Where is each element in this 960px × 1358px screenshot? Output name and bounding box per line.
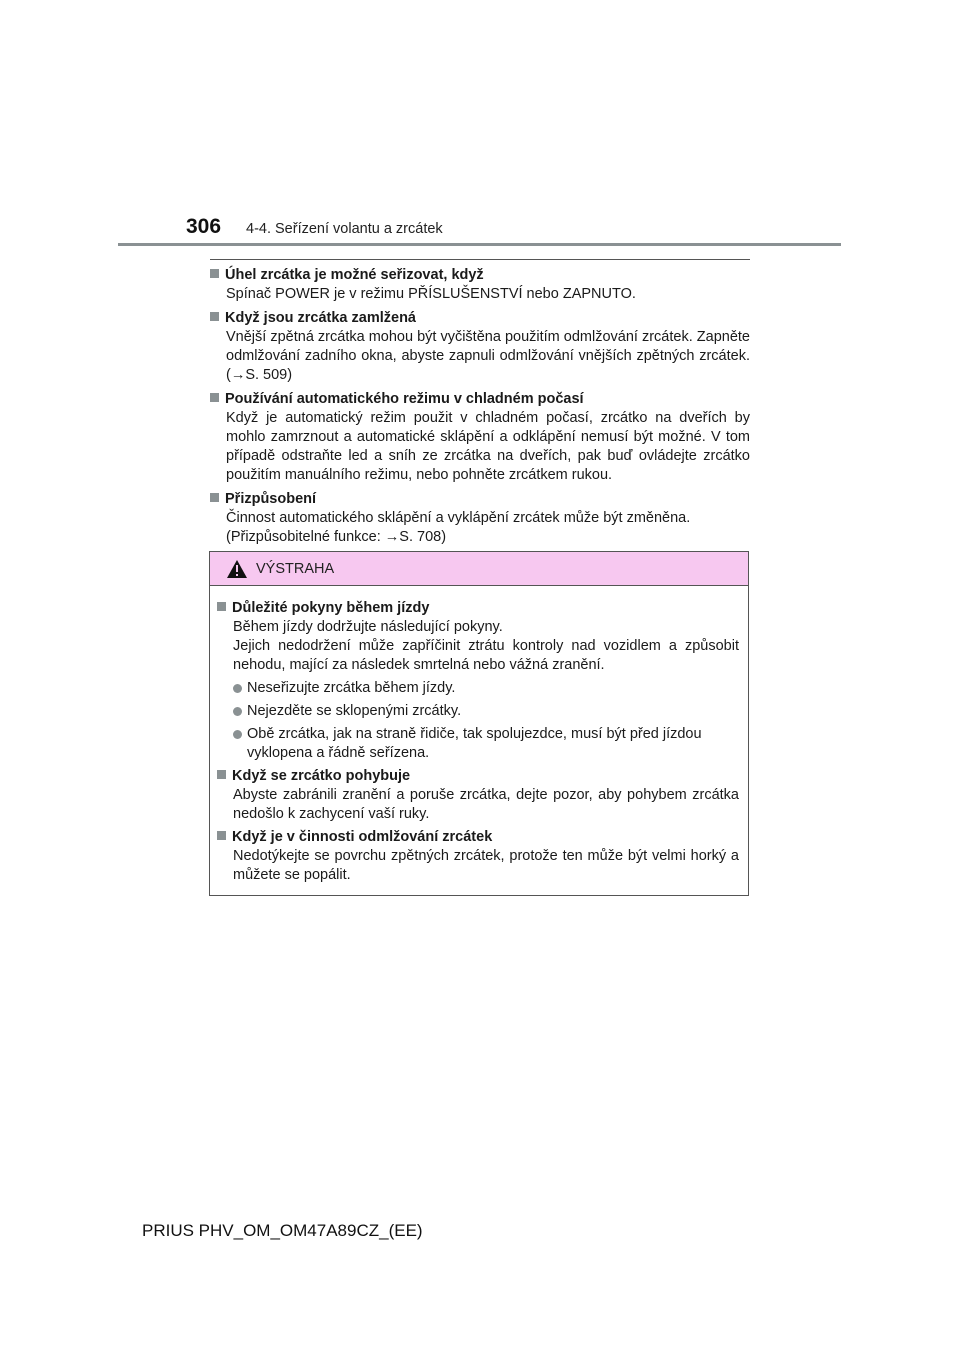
page-number: 306 bbox=[186, 215, 222, 238]
bullet-text: Obě zrcátka, jak na straně řidiče, tak spolujezdce, musí být před jízdou vyklopena a řádně seřízena. bbox=[247, 726, 702, 761]
warning-item-title: Důležité pokyny během jízdy bbox=[232, 600, 430, 616]
warning-label: VÝSTRAHA bbox=[256, 560, 335, 577]
warning-item-text: Během jízdy dodržujte následující pokyny. bbox=[233, 619, 503, 635]
warning-item-text: Nedotýkejte se povrchu zpětných zrcátek, protože ten může být velmi horký a můžete se popálit. bbox=[233, 848, 739, 883]
item-text: Spínač POWER je v režimu PŘÍSLUŠENSTVÍ nebo ZAPNUTO. bbox=[226, 286, 636, 302]
item-customization bbox=[210, 490, 750, 547]
warning-bullet bbox=[217, 725, 739, 763]
item-fogged-mirrors bbox=[210, 309, 750, 385]
main-content bbox=[210, 266, 750, 552]
content-top-rule bbox=[210, 259, 750, 260]
warning-item-mirror-moving bbox=[217, 767, 739, 824]
square-bullet-icon bbox=[217, 770, 226, 779]
square-bullet-icon bbox=[210, 493, 219, 502]
square-bullet-icon bbox=[217, 831, 226, 840]
warning-item-text: Jejich nedodržení může zapříčinit ztrátu kontroly nad vozidlem a způsobit nehodu, mající za následek smrtelná nebo vážná zranění. bbox=[233, 638, 739, 673]
circle-bullet-icon bbox=[233, 707, 242, 716]
warning-triangle-icon bbox=[226, 559, 248, 579]
bullet-text: Neseřizujte zrcátka během jízdy. bbox=[247, 680, 456, 696]
warning-item-defogger bbox=[217, 828, 739, 885]
item-text: Činnost automatického sklápění a vyklápění zrcátek může být změněna. bbox=[226, 510, 691, 526]
item-text: (Přizpůsobitelné funkce: →S. 708) bbox=[226, 529, 447, 545]
item-title: Používání automatického režimu v chladném počasí bbox=[225, 391, 584, 407]
document-id: PRIUS PHV_OM_OM47A89CZ_(EE) bbox=[142, 1221, 423, 1240]
square-bullet-icon bbox=[217, 602, 226, 611]
item-title: Úhel zrcátka je možné seřizovat, když bbox=[225, 267, 484, 283]
header-rule bbox=[118, 243, 841, 246]
item-cold-weather bbox=[210, 390, 750, 485]
section-title: 4-4. Seřízení volantu a zrcátek bbox=[246, 221, 443, 237]
warning-item-title: Když se zrcátko pohybuje bbox=[232, 768, 411, 784]
warning-bullet bbox=[217, 679, 739, 698]
circle-bullet-icon bbox=[233, 684, 242, 693]
warning-header bbox=[210, 552, 748, 586]
warning-item-driving bbox=[217, 599, 739, 763]
warning-content bbox=[210, 586, 748, 885]
bullet-text: Nejezděte se sklopenými zrcátky. bbox=[247, 703, 462, 719]
square-bullet-icon bbox=[210, 312, 219, 321]
warning-item-title: Když je v činnosti odmlžování zrcátek bbox=[232, 829, 493, 845]
square-bullet-icon bbox=[210, 269, 219, 278]
warning-box bbox=[209, 551, 749, 896]
warning-bullet bbox=[217, 702, 739, 721]
item-text: Když je automatický režim použit v chladném počasí, zrcátko na dveřích by mohlo zamrznout a automatické sklápění a odklápění nemusí být možné. V tom případě odstraňte led a sníh ze zrcátka na dveřích, pak buď ovládejte zrcátko použitím manuálního režimu, nebo pohněte zrcátkem rukou. bbox=[226, 410, 750, 483]
warning-item-text: Abyste zabránili zranění a poruše zrcátka, dejte pozor, aby pohybem zrcátka nedošlo k zachycení vaší ruky. bbox=[233, 787, 739, 822]
square-bullet-icon bbox=[210, 393, 219, 402]
item-title: Přizpůsobení bbox=[225, 491, 317, 507]
circle-bullet-icon bbox=[233, 730, 242, 739]
item-title: Když jsou zrcátka zamlžená bbox=[225, 310, 416, 326]
item-text: Vnější zpětná zrcátka mohou být vyčištěna použitím odmlžování zrcátek. Zapněte odmlžování zadního okna, abyste zapnuli odmlžování vnějších zpětných zrcátek. (→S. 509) bbox=[226, 329, 750, 383]
item-mirror-angle bbox=[210, 266, 750, 304]
